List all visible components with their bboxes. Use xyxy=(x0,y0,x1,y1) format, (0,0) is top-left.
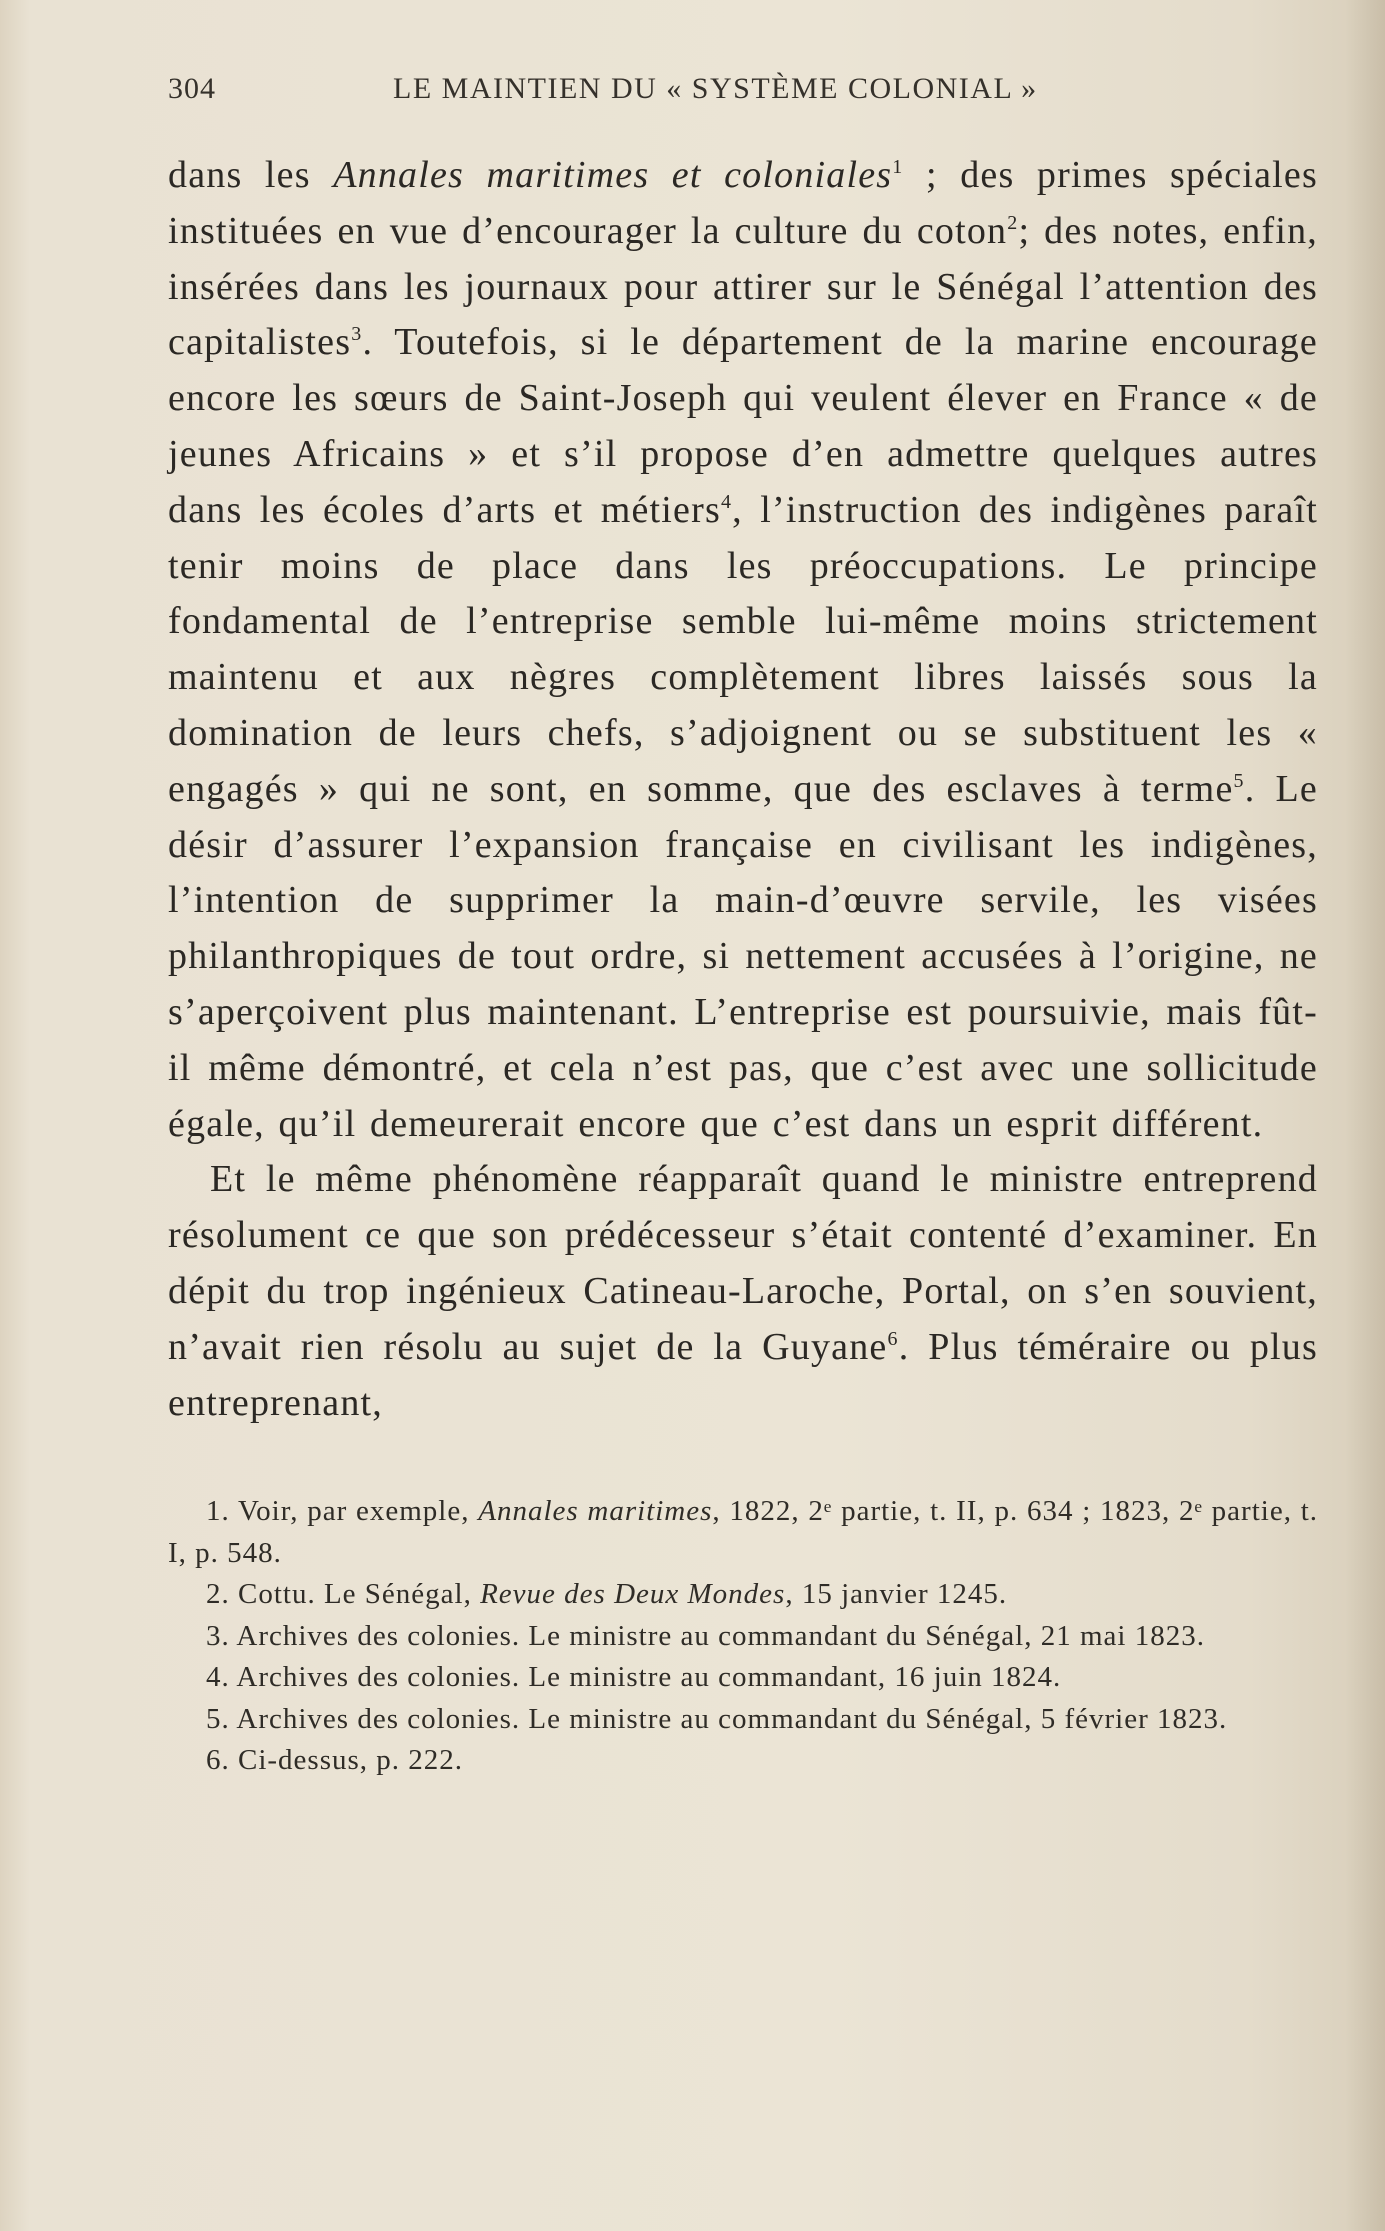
footnote-number: 6. xyxy=(206,1744,230,1777)
text-span: dans les xyxy=(168,154,334,196)
footnote-6 xyxy=(168,1740,1318,1782)
footnote-text: Ci-dessus, p. 222. xyxy=(229,1744,464,1777)
footnote-number: 4. xyxy=(206,1661,230,1694)
footnote-italic: Revue des Deux Mondes xyxy=(480,1578,786,1611)
footnote-number: 5. xyxy=(206,1702,230,1735)
footnote-text: Voir, par exemple, xyxy=(229,1495,479,1528)
footnote-ref-6: 6 xyxy=(887,1327,899,1350)
footnote-1 xyxy=(168,1491,1318,1574)
page-edge-shadow xyxy=(1345,0,1385,2231)
footnotes xyxy=(168,1491,1318,1782)
page-number: 304 xyxy=(168,72,216,105)
paragraph-2 xyxy=(168,1152,1318,1431)
footnote-text: Archives des colonies. Le ministre au commandant, 16 juin 1824. xyxy=(229,1661,1062,1694)
footnote-3 xyxy=(168,1616,1318,1658)
footnote-number: 3. xyxy=(206,1619,230,1652)
text-span: , l’instruction des indigènes paraît tenir moins de place dans les préoccupations. Le principe fondamental de l’entreprise semble lui-même moins strictement maintenu et aux nègres complètement libres laissés sous la domination de leurs chefs, s’adjoignent ou se substituent les « engagés » qui ne sont, en somme, que des esclaves à terme xyxy=(168,488,1318,810)
text-span: . Le désir d’assurer l’expansion française en civilisant les indigènes, l’intention de supprimer la main-d’œuvre servile, les visées philanthropiques de tout ordre, si nettement accusées à l’origine, ne s’aperçoivent plus maintenant. L’entreprise est poursuivie, mais fût-il même démontré, et cela n’est pas, que c’est avec une sollicitude égale, qu’il demeurerait encore que c’est dans un esprit différent. xyxy=(168,767,1318,1145)
footnote-ref-1: 1 xyxy=(892,156,904,178)
footnote-text: Archives des colonies. Le ministre au commandant du Sénégal, 5 février 1823. xyxy=(229,1702,1228,1735)
footnote-4 xyxy=(168,1657,1318,1699)
paragraph-1 xyxy=(168,148,1318,1152)
footnote-text: , 1822, 2ᵉ partie, t. II, p. 634 ; 1823, 2ᵉ partie, t. I, p. 548. xyxy=(168,1495,1319,1569)
main-text xyxy=(168,148,1318,1431)
footnote-text: Cottu. Le Sénégal, xyxy=(229,1578,481,1611)
text-span: . Toutefois, si le département de la marine encourage encore les sœurs de Saint-Joseph qui veulent élever en France « de jeunes Africains » et s’il propose d’en admettre quelques autres dans les écoles d’arts et métiers xyxy=(168,321,1318,531)
book-page xyxy=(168,60,1318,1782)
text-span: Et le même phénomène réapparaît quand le ministre entreprend résolument ce que son prédécesseur s’était contenté d’examiner. En dépit du trop ingénieux Catineau-Laroche, Portal, on s’en souvient, n’avait rien résolu au sujet de la Guyane xyxy=(168,1158,1318,1368)
footnote-text: , 15 janvier 1245. xyxy=(785,1578,1008,1611)
text-span: . Plus téméraire ou plus entreprenant, xyxy=(168,1325,1318,1424)
footnote-text: Archives des colonies. Le ministre au commandant du Sénégal, 21 mai 1823. xyxy=(229,1619,1205,1652)
footnote-ref-5: 5 xyxy=(1233,769,1245,792)
text-span: ; des notes, enfin, insérées dans les journaux pour attirer sur le Sénégal l’attention des capitalistes xyxy=(168,209,1318,364)
footnote-ref-2: 2 xyxy=(1007,211,1019,234)
footnote-2 xyxy=(168,1574,1318,1616)
footnote-ref-3: 3 xyxy=(351,323,363,346)
footnote-number: 1. xyxy=(206,1495,230,1528)
footnote-5 xyxy=(168,1699,1318,1741)
running-head xyxy=(168,60,1318,110)
italic-title: Annales maritimes et coloniales xyxy=(333,154,893,196)
footnote-italic: Annales maritimes xyxy=(478,1495,713,1528)
footnote-number: 2. xyxy=(206,1578,230,1611)
footnote-ref-4: 4 xyxy=(720,490,733,513)
running-title: LE MAINTIEN DU « SYSTÈME COLONIAL » xyxy=(393,72,1038,105)
text-span: ; des primes spéciales instituées en vue d’encourager la culture du coton xyxy=(168,154,1318,252)
